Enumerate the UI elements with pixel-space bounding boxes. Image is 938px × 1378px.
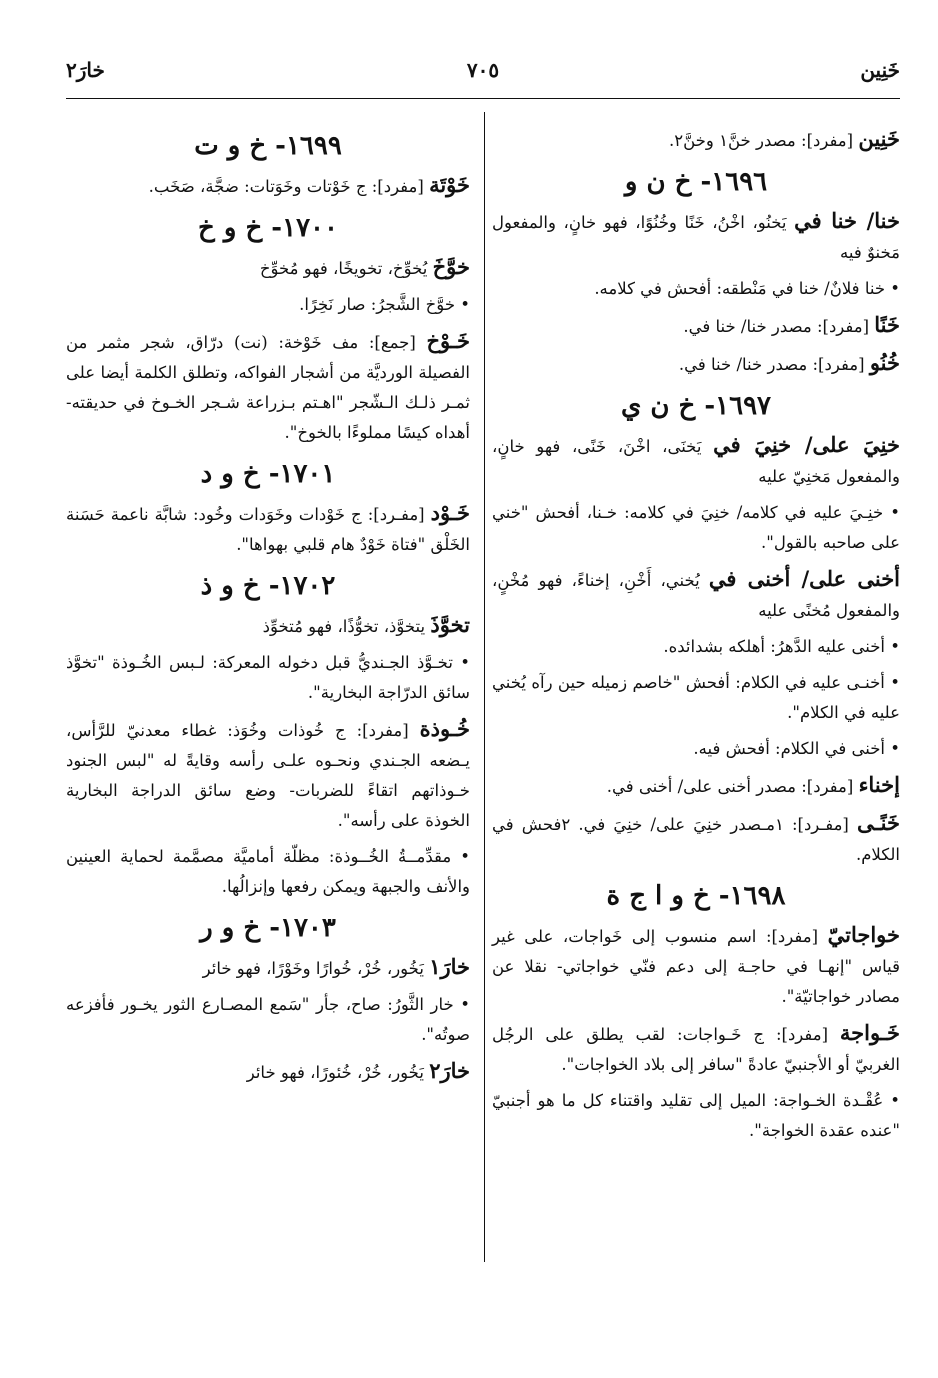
entry-lemma: خَـوْخ bbox=[426, 328, 470, 353]
entry-lemma: خنا/ خنا في bbox=[794, 208, 900, 233]
entry bbox=[66, 498, 470, 560]
root-heading: ١٦٩٨- خ و ا ج ة bbox=[606, 881, 786, 911]
entry-lemma: خَوْتَة bbox=[429, 172, 470, 197]
entry-lemma: خنِيَ على/ خنِيَ في bbox=[713, 432, 901, 457]
root-heading: ١٧٠١- خ و د bbox=[200, 459, 336, 489]
entry bbox=[492, 1018, 900, 1080]
entry-definition: [مفرد]: مصدر أخنى على/ أخنى في. bbox=[606, 777, 854, 796]
entry bbox=[66, 1056, 470, 1088]
left-column bbox=[66, 124, 470, 1094]
entry-definition: يتخوَّذ، تخوُّذًا، فهو مُتخوِّذ bbox=[262, 617, 426, 636]
root-heading: ١٧٠٢- خ و ذ bbox=[200, 571, 336, 601]
root-heading: ١٦٩٧- خ ن ي bbox=[620, 391, 772, 421]
section bbox=[66, 454, 470, 560]
section bbox=[492, 124, 900, 156]
entry-definition: [مفرد]: مصدر خنا/ خنا في. bbox=[683, 317, 870, 336]
header-rule bbox=[66, 98, 900, 99]
section bbox=[66, 908, 470, 1088]
entry-lemma: أخنى على/ أخنى في bbox=[708, 566, 901, 591]
entry bbox=[492, 310, 900, 342]
entry-lemma: تخوَّذَ bbox=[430, 612, 470, 637]
entry bbox=[66, 326, 470, 448]
section bbox=[66, 566, 470, 902]
entry-lemma: خَنًا bbox=[874, 312, 900, 337]
entry-definition: [مفرد]: مصدر خنَّ١ وخنَّ٢. bbox=[669, 131, 854, 150]
running-header bbox=[66, 58, 900, 94]
root-heading: ١٧٠٣- خ و ر bbox=[200, 913, 336, 943]
entry-definition: يُخني، أَخْنِ، إخناءً، فهو مُخْنٍ، والمفعول مُخنًى عليه bbox=[492, 571, 900, 620]
entry-definition: يُخوِّخ، تخويخًا، فهو مُخوِّخ bbox=[259, 259, 428, 278]
page-number: ٧٠٥ bbox=[466, 58, 500, 82]
entry-lemma: خَنًـى bbox=[857, 810, 901, 835]
entry bbox=[66, 170, 470, 202]
entry-definition: [مفرد]: ج خَوْتات وخَوَتات: ضجَّة، صَخَب. bbox=[148, 177, 424, 196]
root-heading: ١٧٠٠- خ و خ bbox=[198, 213, 338, 243]
entry bbox=[66, 952, 470, 984]
usage-bullet: • تخـوَّذ الجـنديُّ قبل دخوله المعركة: لـبس الخُـوذة "تخوَّذ سائق الدرّاجة البخارية". bbox=[66, 653, 470, 702]
entry bbox=[492, 808, 900, 870]
section bbox=[492, 162, 900, 380]
usage-bullet: • خار الثَّورُ: صاح، جأر "سَمع المصـارع الثور يخـور فأفزعه صوتُه". bbox=[66, 995, 470, 1044]
entry-definition: يَخنَى، اخْنَ، خَنًى، فهو خانٍ، والمفعول مَخنِيّ عليه bbox=[492, 437, 900, 486]
entry bbox=[492, 770, 900, 802]
entry-lemma: خَـواجة bbox=[839, 1020, 900, 1045]
entry bbox=[492, 124, 900, 156]
entry bbox=[492, 206, 900, 268]
entry bbox=[492, 920, 900, 1012]
right-column bbox=[492, 124, 900, 1152]
entry bbox=[492, 348, 900, 380]
usage-bullet: • مقدِّمــةُ الخُــوذة: مظلّة أماميَّة مصمَّمة لحماية العينين والأنف والجبهة ويمكن رفعها وإنزالُها. bbox=[66, 847, 470, 896]
section bbox=[66, 208, 470, 448]
section bbox=[492, 386, 900, 870]
entry-lemma: خارَ٢ bbox=[429, 1058, 470, 1083]
usage-bullet: • أخنى في الكلام: أفحش فيه. bbox=[693, 739, 900, 758]
entry bbox=[66, 610, 470, 642]
entry-lemma: خُـوذة bbox=[419, 716, 470, 741]
section bbox=[66, 126, 470, 202]
usage-bullet: • أخنى عليه الدَّهرُ: أهلكه بشدائده. bbox=[663, 637, 900, 656]
entry-definition: يَخنُو، اخْنُ، خَنًا وخُنُوًا، فهو خانٍ، والمفعول مَخنوٌ فيه bbox=[492, 213, 900, 262]
entry-lemma: خواجاتيّ bbox=[827, 922, 900, 947]
entry-lemma: خَنِين bbox=[858, 126, 900, 151]
entry bbox=[66, 714, 470, 836]
entry-definition: [مفرد]: ج خَـواجات: لقب يطلق على الرجُل الغربيّ أو الأجنبيّ عادةً "سافر إلى بلاد الخواجات". bbox=[492, 1025, 900, 1074]
usage-bullet: • أخنـى عليه في الكلام: أفحش "خاصم زميله حين رآه يُخني عليه في الكلام". bbox=[492, 673, 900, 722]
header-first-word: خَنِين bbox=[860, 58, 900, 82]
entry-definition: [مفـرد]: ١مـصدر خنِيَ على/ خنِيَ في. ٢فحش في الكلام. bbox=[492, 815, 900, 864]
entry-definition: يَخُور، خُرْ، خُوارًا وخَوْرًا، فهو خائر bbox=[202, 959, 424, 978]
usage-bullet: • خنا فلانٌ/ خنا في مَنْطقه: أفحش في كلامه. bbox=[594, 279, 900, 298]
entry-definition: يَخُور، خُرْ، خُئورًا، فهو خائر bbox=[246, 1063, 424, 1082]
entry bbox=[492, 430, 900, 492]
usage-bullet: • خوَّخ الشَّجرُ: صار نَخِرًا. bbox=[299, 295, 470, 314]
entry-lemma: خَـوْد bbox=[430, 500, 470, 525]
usage-bullet: • خنِـيَ عليه في كلامه/ خنِيَ في كلامه: خـنا، أفحش "خني على صاحبه بالقول". bbox=[492, 503, 900, 552]
entry-lemma: إخناء bbox=[858, 772, 900, 797]
usage-bullet: • عُقْـدة الخـواجة: الميل إلى تقليد واقتناء كل ما هو أجنبيّ "عنده عقدة الخواجة". bbox=[492, 1091, 900, 1140]
entry-definition: [مفرد]: اسم منسوب إلى خَواجات، على غير قياس "إنهـا في حاجـة إلى دعم فنّي خواجاتي- نقلا عن مصادر خواجاتيّة". bbox=[492, 927, 900, 1006]
entry-lemma: خوَّخَ bbox=[432, 254, 470, 279]
entry bbox=[66, 252, 470, 284]
section bbox=[492, 876, 900, 1146]
root-heading: ١٦٩٦- خ ن و bbox=[624, 167, 768, 197]
column-divider bbox=[484, 112, 485, 1262]
root-heading: ١٦٩٩- خ و ت bbox=[194, 131, 342, 161]
header-last-word: خارَ٢ bbox=[66, 58, 105, 82]
entry-definition: [مفرد]: مصدر خنا/ خنا في. bbox=[678, 355, 865, 374]
entry bbox=[492, 564, 900, 626]
entry-definition: [مفـرد]: ج خَوْدات وخَوَدات وخُود: شابَّة ناعمة حَسَنة الخَلْق "فتاة خَوْدٌ هام قلبي بهواها". bbox=[66, 505, 470, 554]
entry-lemma: خارَ١ bbox=[429, 954, 470, 979]
entry-lemma: خُنُو bbox=[869, 350, 900, 375]
entry-definition: [جمع]: مف خَوْخة: (نت) درّاق، شجر مثمر من الفصيلة الورديَّة من أشجار الفواكه، وتطلق الكلمة أيضا على ثمـر ذلـك الـشّجر "اهـتم بـزراعة شـجر الخـوخ في حديقته- أهداه كيسًا مملوءًا بالخوخ". bbox=[66, 333, 470, 442]
entry-definition: [مفرد]: ج خُوذات وخُوَذ: غطاء معدنيّ للرَّأس، يـضعه الجـندي ونحـوه علـى رأسه وقايةً له "لبس الجنود خـوذاتهم اتقاءً للضربات- وضع سائق الدراجة البخارية الخوذة على رأسه". bbox=[66, 721, 470, 830]
